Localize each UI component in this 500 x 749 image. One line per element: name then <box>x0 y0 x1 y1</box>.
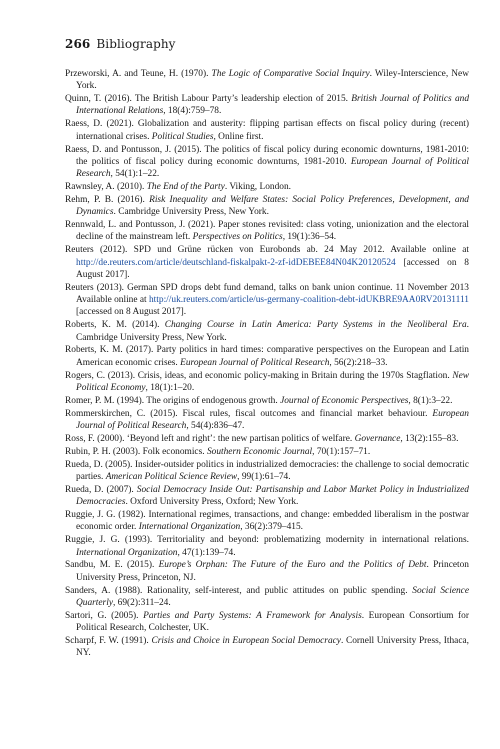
reference-text: Rueda, D. (2005). Insider-outsider politics in industrialized democracies: the challenge to social democratic parties. <box>65 459 469 482</box>
reference-source-title: Journal of Economic Perspectives <box>280 395 409 406</box>
reference-text: Raess, D. (2021). Globalization and austerity: flipping partisan effects on fiscal policy during (recent) international crises. <box>65 119 469 142</box>
reference-text: Romer, P. M. (1994). The origins of endogenous growth. <box>65 395 281 406</box>
reference-source-title: Political Studies <box>151 131 214 142</box>
reference-text: Sartori, G. (2005). <box>65 610 144 621</box>
reference-text: , 69(2):311–24. <box>112 597 171 608</box>
reference-entry <box>65 370 469 395</box>
reference-source-title: British Journal of Politics and International Relations <box>76 94 470 117</box>
reference-text: , 54(1):1–22. <box>110 169 160 180</box>
reference-entry <box>65 395 469 407</box>
reference-text: Sanders, A. (1988). Rationality, self-interest, and public attitudes on public spending. <box>65 585 413 596</box>
reference-text: , 99(1):61–74. <box>237 472 291 482</box>
reference-entry <box>65 446 469 458</box>
reference-source-title: European Journal of Political Research <box>76 156 469 180</box>
reference-text: [accessed on 8 August 2017]. <box>76 257 469 280</box>
reference-source-title: Changing Course in Latin America: Party Systems in the Neoliberal Era <box>164 320 467 331</box>
reference-text: Rogers, C. (2013). Crisis, ideas, and economic policy-making in Britain during the 1970s Stagflation. <box>65 370 453 381</box>
reference-text: , Online first. <box>213 131 264 142</box>
reference-text: Przeworski, A. and Teune, H. (1970). <box>65 69 212 79</box>
reference-text: Rubin, P. H. (2003). Folk economics. <box>65 446 207 457</box>
reference-entry <box>65 610 469 635</box>
reference-text: Reuters (2013). German SPD drops debt fund demand, talks on bank union continue. 11 November 2013 Available online at <box>65 282 469 306</box>
reference-entry <box>65 585 469 610</box>
reference-entry <box>65 144 469 181</box>
reference-entry <box>65 68 469 93</box>
reference-text: Raess, D. and Pontusson, J. (2015). The politics of fiscal policy during economic downturns, 1981-2010: the politics of fiscal policy during economic downturns, 1981-2010. <box>65 144 469 167</box>
reference-entry <box>65 93 469 118</box>
reference-url-link[interactable]: http://de.reuters.com/article/deutschland-fiskalpakt-2-zf-idDEBEE84N04K20120524 <box>76 257 396 268</box>
reference-text: , 47(1):139–74. <box>177 547 236 558</box>
reference-source-title: Social Science Quarterly <box>76 585 469 608</box>
reference-text: , 8(1):3–22. <box>408 395 453 406</box>
reference-entry <box>65 194 469 219</box>
reference-text: . Cornell University Press, Ithaca, NY. <box>76 636 469 659</box>
reference-entry <box>65 484 469 509</box>
reference-text: , 18(1):1–20. <box>145 382 195 393</box>
reference-source-title: Southern Economic Journal <box>206 446 313 457</box>
reference-entry <box>65 509 469 534</box>
reference-text: Rennwald, L. and Pontusson, J. (2021). Paper stones revisited: class voting, unionization and the electoral decline of the mainstream left. <box>65 220 469 243</box>
reference-entry <box>65 319 469 344</box>
reference-text: , 36(2):379–415. <box>240 522 303 533</box>
reference-text: , 70(1):157–71. <box>312 446 371 457</box>
reference-entry <box>65 282 469 319</box>
reference-entry <box>65 118 469 143</box>
reference-text: , 18(4):759–78. <box>163 106 222 117</box>
reference-text: Ruggie, J. G. (1982). International regimes, transactions, and change: embedded liberalism in the postwar economic order. <box>65 510 469 533</box>
reference-text: . Cambridge University Press, New York. <box>76 320 469 343</box>
reference-text: Rawnsley, A. (2010). <box>65 182 147 193</box>
reference-source-title: The End of the Party <box>146 182 225 193</box>
reference-source-title: Risk Inequality and Welfare States: Social Policy Preferences, Development, and Dynamics <box>76 194 469 218</box>
reference-url-link[interactable]: http://uk.reuters.com/article/us-germany-coalition-debt-idUKBRE9AA0RV20131111 <box>148 295 469 306</box>
section-title: Bibliography <box>96 37 176 51</box>
reference-source-title: American Political Science Review <box>105 472 238 482</box>
reference-text: Rommerskirchen, C. (2015). Fiscal rules, fiscal outcomes and financial market behaviour. <box>65 408 433 419</box>
reference-entry <box>65 408 469 433</box>
reference-text: Roberts, K. M. (2017). Party politics in hard times: comparative perspectives on the European and Latin American economic crises. <box>65 345 469 368</box>
reference-text: Roberts, K. M. (2014). <box>65 320 165 331</box>
reference-source-title: Social Democracy Inside Out: Partisanship and Labor Market Policy in Industrialized Democracies <box>76 484 469 508</box>
reference-list <box>65 68 469 660</box>
reference-entry <box>65 635 469 660</box>
reference-text: Ross, F. (2000). ‘Beyond left and right’: the new partisan politics of welfare. <box>65 433 355 444</box>
reference-text: Scharpf, F. W. (1991). <box>65 636 152 647</box>
reference-text: , 56(2):218–33. <box>329 357 388 368</box>
reference-text: , 54(4):836–47. <box>186 421 245 432</box>
reference-text: Rehm, P. B. (2016). <box>65 194 150 205</box>
reference-entry <box>65 181 469 193</box>
reference-text: . European Consortium for Political Research, Colchester, UK. <box>76 610 469 634</box>
reference-entry <box>65 344 469 369</box>
reference-entry <box>65 244 469 281</box>
reference-source-title: New Political Economy <box>76 370 469 393</box>
reference-text: . Oxford University Press, Oxford; New York. <box>125 497 299 508</box>
reference-text: Rueda, D. (2007). <box>65 484 137 495</box>
reference-source-title: Crisis and Choice in European Social Democracy <box>151 636 341 647</box>
running-header <box>65 36 469 52</box>
reference-source-title: International Organization <box>138 522 241 533</box>
reference-entry <box>65 534 469 559</box>
reference-text: . Wiley-Interscience, New York. <box>76 69 469 92</box>
reference-text: . Cambridge University Press, New York. <box>113 207 269 218</box>
reference-text: . Princeton University Press, Princeton, NJ. <box>76 560 469 583</box>
reference-text: [accessed on 8 August 2017]. <box>76 307 187 318</box>
reference-text: Reuters (2012). SPD und Grüne rücken von Eurobonds ab. 24 May 2012. Available online at <box>65 245 469 256</box>
reference-text: Ruggie, J. G. (1993). Territoriality and beyond: problematizing modernity in international relations. <box>65 535 469 546</box>
reference-source-title: European Journal of Political Research <box>180 357 330 368</box>
reference-entry <box>65 219 469 244</box>
reference-text: , 19(1):36–54. <box>282 232 337 243</box>
reference-source-title: Europe’s Orphan: The Future of the Euro and the Politics of Debt <box>158 560 427 571</box>
reference-text: Sandbu, M. E. (2015). <box>65 560 159 571</box>
reference-source-title: Governance <box>354 433 401 444</box>
reference-text: Quinn, T. (2016). The British Labour Party’s leadership election of 2015. <box>65 94 352 105</box>
bibliography-page <box>65 36 469 660</box>
page-number: 266 <box>65 37 91 51</box>
reference-source-title: Parties and Party Systems: A Framework for Analysis <box>143 610 362 621</box>
reference-text: . Viking, London. <box>224 182 292 193</box>
reference-source-title: European Journal of Political Research <box>76 408 469 432</box>
reference-entry <box>65 433 469 445</box>
reference-text: , 13(2):155–83. <box>400 433 459 444</box>
reference-source-title: International Organization <box>76 547 178 558</box>
reference-source-title: Perspectives on Politics <box>192 232 283 243</box>
reference-entry <box>65 559 469 584</box>
reference-entry <box>65 459 469 484</box>
reference-source-title: The Logic of Comparative Social Inquiry <box>211 69 370 79</box>
